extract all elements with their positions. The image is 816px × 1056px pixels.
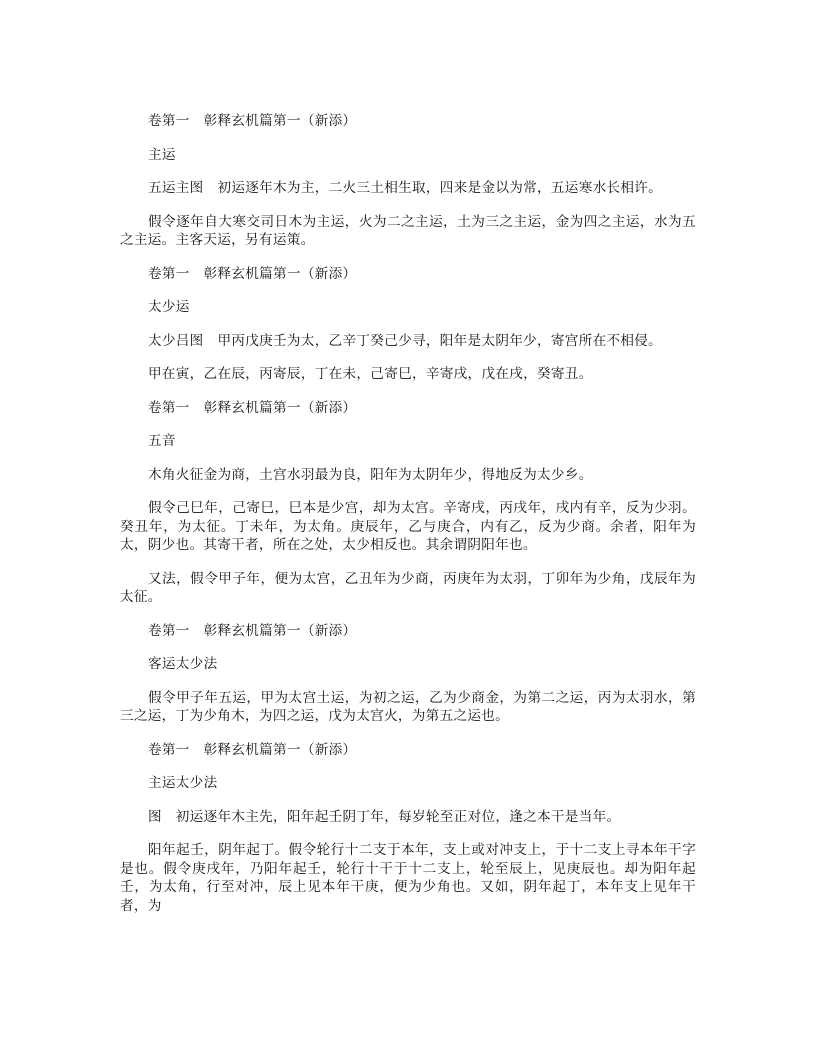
body-paragraph: 甲在寅，乙在辰，丙寄辰，丁在未，己寄巳，辛寄戌，戊在戌，癸寄丑。	[148, 366, 593, 382]
document-page	[120, 112, 696, 930]
volume-heading: 卷第一 彰释玄机篇第一（新添）	[148, 113, 357, 129]
verse-paragraph: 图 初运逐年木主先，阳年起壬阴丁年，每岁轮至正对位，逢之本干是当年。	[148, 808, 621, 825]
section-title: 客运太少法	[148, 656, 218, 672]
body-paragraph: 假令甲子年五运，甲为太宫土运，为初之运，乙为少商金，为第二之运，丙为太羽水，第三之运，丁为少角木，为四之运，戊为太宫火，为第五之运也。	[120, 689, 696, 724]
section-title: 主运太少法	[148, 775, 218, 791]
volume-heading: 卷第一 彰释玄机篇第一（新添）	[148, 622, 357, 639]
body-paragraph: 假令逐年自大寒交司日木为主运，火为二之主运，土为三之主运，金为四之主运，水为五之主运。主客天运，另有运策。	[120, 213, 696, 248]
volume-heading: 卷第一 彰释玄机篇第一（新添）	[148, 741, 357, 758]
section-title: 五音	[148, 433, 176, 449]
verse-paragraph: 五运主图 初运逐年木为主，二火三土相生取，四来是金以为常，五运寒水长相许。	[148, 180, 663, 196]
volume-heading: 卷第一 彰释玄机篇第一（新添）	[148, 399, 357, 416]
body-paragraph: 又法，假令甲子年，便为太宫，乙丑年为少商，丙庚年为太羽，丁卯年为少角，戊辰年为太征。	[120, 570, 696, 605]
volume-heading: 卷第一 彰释玄机篇第一（新添）	[148, 265, 357, 282]
body-paragraph: 阳年起壬，阴年起丁。假令轮行十二支于本年，支上或对冲支上，于十二支上寻本年干字是也。假令庚戌年，乃阳年起壬，轮行十干于十二支上，轮至辰上，见庚辰也。却为阳年起壬，为太角，行至对冲，辰上见本年干庚，便为少角也。又如，阴年起丁，本年支上见年干者，为	[120, 842, 696, 914]
verse-paragraph: 木角火征金为商，土宫水羽最为良，阳年为太阴年少，得地反为太少乡。	[148, 466, 593, 483]
section-title: 主运	[148, 146, 176, 163]
section-title: 太少运	[148, 299, 190, 315]
body-paragraph: 假令己巳年，己寄巳，巳本是少宫，却为太宫。辛寄戌，丙戌年，戌内有辛，反为少羽。癸丑年，为太征。丁未年，为太角。庚辰年，乙与庚合，内有乙，反为少商。余者，阳年为太，阴少也。其寄干者，所在之处，太少相反也。其余谓阴阳年也。	[120, 500, 696, 553]
verse-paragraph: 太少吕图 甲丙戊庚壬为太，乙辛丁癸己少寻，阳年是太阴年少，寄宫所在不相侵。	[148, 332, 663, 349]
